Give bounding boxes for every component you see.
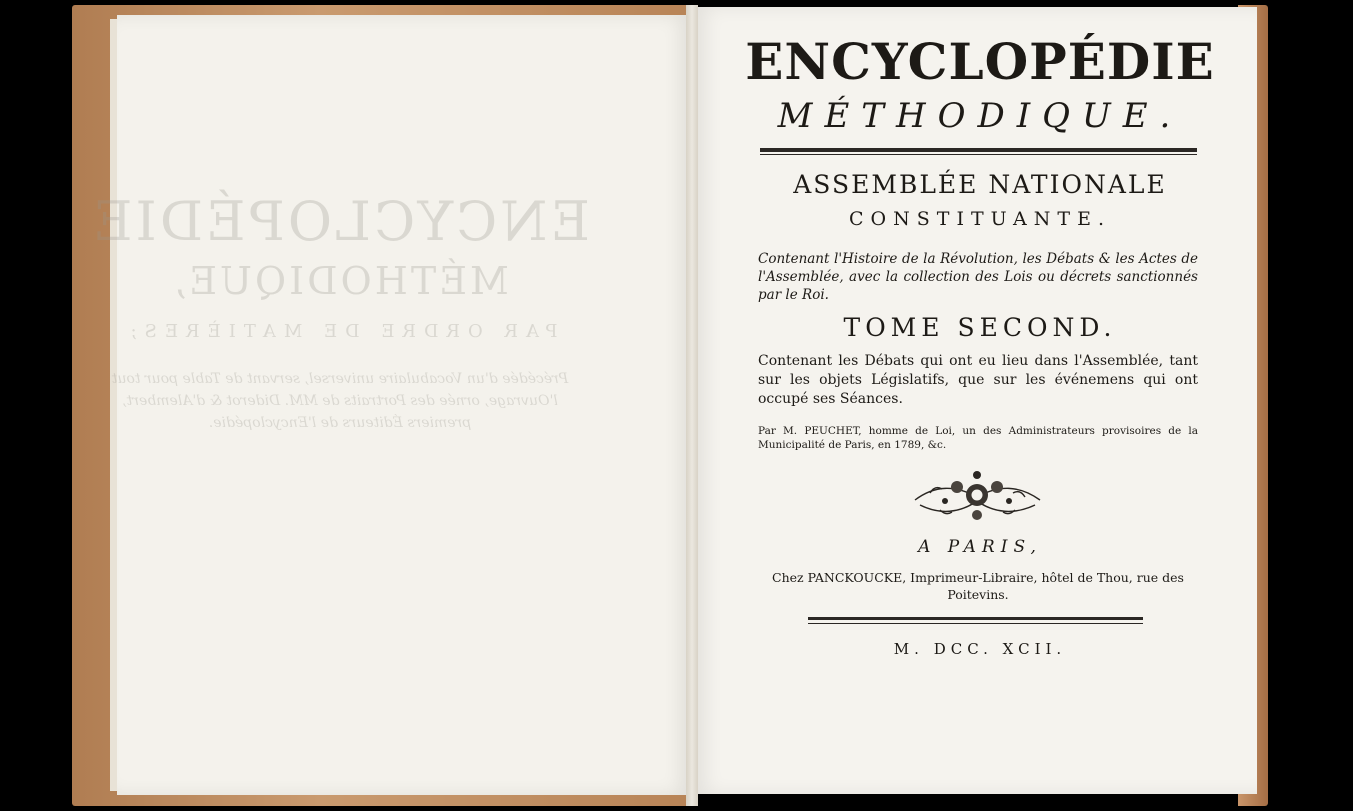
assembly-heading: ASSEMBLÉE NATIONALE — [793, 170, 1167, 199]
ghost-title: ENCYCLOPÉDIE — [90, 190, 590, 253]
page-title: ENCYCLOPÉDIE — [745, 32, 1215, 91]
constituante-heading: CONSTITUANTE. — [849, 208, 1111, 230]
author-line: Par M. PEUCHET, homme de Loi, un des Administrateurs provisoires de la Municipalité de Paris, en 1789, &c. — [758, 425, 1198, 451]
double-rule-bottom-thin — [808, 623, 1143, 624]
tome-heading: TOME SECOND. — [843, 313, 1117, 342]
publication-year: M. DCC. XCII. — [893, 640, 1067, 658]
publisher-line: Chez PANCKOUCKE, Imprimeur-Libraire, hôtel de Thou, rue des Poitevins. — [772, 570, 1184, 602]
volume-description: Contenant l'Histoire de la Révolution, les Débats & les Actes de l'Assemblée, avec la collection des Lois ou décrets sanctionnés par le Roi. — [758, 251, 1198, 303]
double-rule-bottom — [808, 617, 1143, 620]
ghost-text: Précédée d'un Vocabulaire universel, servant de Table pour tout l'Ouvrage, ornée des Portraits de MM. Diderot & d'Alembert, premiers Éditeurs de l'Encyclopédie. — [111, 371, 569, 431]
book-gutter — [686, 5, 698, 806]
floral-ornament-icon — [905, 465, 1050, 527]
ghost-subtitle: MÉTHODIQUE, — [171, 259, 509, 303]
tome-description: Contenant les Débats qui ont eu lieu dans l'Assemblée, tant sur les objets Législatifs, que sur les événemens qui ont occupé ses Séances. — [758, 353, 1198, 407]
place-of-publication: A PARIS, — [918, 537, 1042, 557]
double-rule-top — [760, 148, 1197, 152]
page-subtitle: MÉTHODIQUE. — [777, 96, 1183, 136]
ghost-line: PAR ORDRE DE MATIÈRES; — [122, 321, 558, 342]
double-rule-top-thin — [760, 154, 1197, 155]
show-through-text — [60, 40, 620, 434]
